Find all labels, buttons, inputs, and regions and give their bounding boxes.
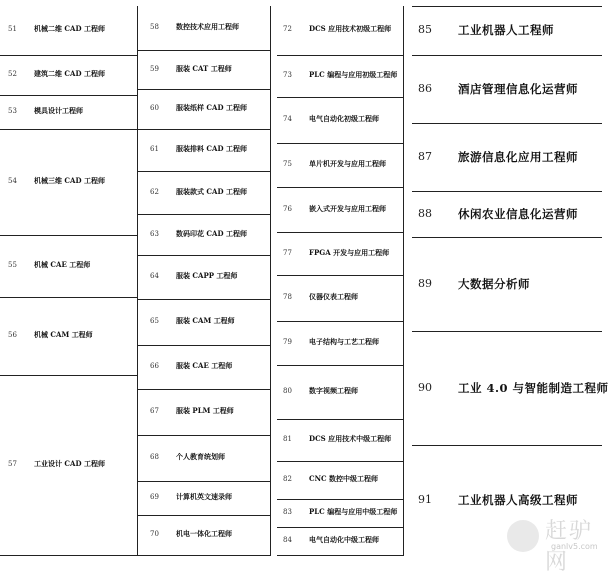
row-number: 74 [283,115,292,123]
job-title: 机电一体化工程师 [176,529,232,538]
row-number: 62 [150,187,159,196]
table-row [138,390,270,436]
table-row [277,528,403,556]
table-row [277,98,403,144]
table-row [0,236,137,298]
table-row [0,376,137,556]
job-title: 计算机英文速录师 [176,492,232,501]
row-divider [0,555,137,556]
table-row [277,188,403,233]
row-number: 67 [150,407,159,415]
row-number: 55 [8,261,17,269]
donkey-logo-icon [507,520,539,552]
table-row [0,298,137,376]
job-title: 数字视频工程师 [309,386,358,395]
table-row [0,56,137,96]
job-title: DCS 应用技术中级工程师 [309,434,392,443]
table-row [138,300,270,346]
table-row [138,215,270,256]
table-row [0,96,137,130]
job-title: 旅游信息化应用工程师 [458,150,578,164]
row-number: 51 [8,25,17,33]
row-number: 54 [8,177,17,185]
row-number: 59 [150,64,159,73]
row-number: 83 [283,508,292,516]
job-title: 服装 CAT 工程师 [176,63,232,73]
table-row [138,256,270,300]
row-number: 78 [283,293,292,301]
row-divider [412,6,602,7]
job-title: 单片机开发与应用工程师 [309,159,386,168]
job-title: PLC 编程与应用初级工程师 [309,70,398,79]
job-title: 工业机器人工程师 [458,23,554,37]
table-row [412,238,602,332]
table-row [412,332,609,446]
table-row [277,420,403,462]
row-number: 77 [283,248,292,257]
row-number: 82 [283,475,292,483]
row-number: 63 [150,229,159,238]
table-row [277,500,403,528]
table-row [138,172,270,215]
row-divider [277,555,403,556]
row-number: 86 [418,82,432,95]
job-title: 服装 CAPP 工程师 [176,271,238,280]
job-title: DCS 应用技术初级工程师 [309,24,392,33]
table-row [277,144,403,188]
job-title: 工业机器人高级工程师 [458,493,578,507]
column-1 [0,0,137,564]
table-row [277,233,403,276]
job-title: 模具设计工程师 [34,106,83,115]
row-number: 69 [150,493,159,501]
job-title: 服装纸样 CAD 工程师 [176,103,247,112]
row-number: 81 [283,435,292,443]
job-title: 建筑二维 CAD 工程师 [34,69,105,78]
row-number: 87 [418,150,432,163]
table-row [138,482,270,516]
row-number: 56 [8,331,17,339]
table-row [412,192,602,238]
row-number: 90 [418,381,432,394]
job-title: 服装 PLM 工程师 [176,406,234,415]
row-number: 91 [418,493,432,506]
watermark [505,514,605,575]
table-row [412,124,602,192]
column-divider [403,6,404,556]
row-divider [138,555,270,556]
job-title: 机械 CAM 工程师 [34,330,93,339]
table-row [412,6,602,56]
table-row [138,346,270,390]
column-3 [277,0,403,564]
job-title: 服装 CAE 工程师 [176,361,233,370]
job-title: 机械三维 CAD 工程师 [34,176,105,185]
table-row [138,51,270,90]
row-number: 68 [150,453,159,461]
table-row [0,6,137,56]
job-title: 数控技术应用工程师 [176,21,239,31]
table-row [277,366,403,420]
job-title: 数码印花 CAD 工程师 [176,228,247,238]
table-row [138,6,270,51]
job-title: 机械二维 CAD 工程师 [34,24,105,33]
job-title: 服装款式 CAD 工程师 [176,186,247,196]
job-title: 电子结构与工艺工程师 [309,337,379,346]
row-number: 57 [8,460,17,468]
watermark-text: 赶驴网 [545,519,594,575]
row-number: 60 [150,104,159,112]
job-title: 仪器仪表工程师 [309,292,358,301]
job-title: CNC 数控中级工程师 [309,474,378,483]
row-number: 73 [283,71,292,79]
row-number: 85 [418,23,432,36]
job-title: 休闲农业信息化运营师 [458,207,578,221]
table-row [138,516,270,556]
row-number: 52 [8,70,17,78]
row-number: 66 [150,362,159,370]
job-title: 服装 CAM 工程师 [176,316,235,325]
table-row [277,322,403,366]
row-number: 89 [418,277,432,290]
column-2 [138,0,270,564]
job-title: 个人教育统划师 [176,452,225,461]
table-row [138,436,270,482]
table-row [412,56,602,124]
row-number: 84 [283,536,292,544]
job-title: 服装排料 CAD 工程师 [176,144,247,153]
job-title: 电气自动化初级工程师 [309,114,379,123]
watermark-url: ganlv5.com [551,542,598,551]
job-title: FPGA 开发与应用工程师 [309,247,390,257]
row-number: 76 [283,204,292,213]
row-number: 64 [150,272,159,280]
job-title: 机械 CAE 工程师 [34,260,91,269]
table-row [277,6,403,56]
row-number: 79 [283,338,292,346]
table-row [277,276,403,322]
job-title: 电气自动化中级工程师 [309,535,379,544]
job-title: 工业设计 CAD 工程师 [34,459,105,468]
table-row [277,56,403,98]
row-number: 61 [150,145,159,153]
column-4 [412,0,609,564]
row-number: 53 [8,107,17,115]
column-divider [270,6,271,556]
job-title: 酒店管理信息化运营师 [458,82,578,96]
row-number: 58 [150,22,159,31]
job-title: 大数据分析师 [458,277,530,291]
row-number: 72 [283,25,292,33]
row-number: 65 [150,317,159,325]
job-title: PLC 编程与应用中级工程师 [309,507,398,516]
job-title: 工业 4.0 与智能制造工程师 [458,381,609,395]
row-number: 75 [283,160,292,168]
job-title: 嵌入式开发与应用工程师 [309,203,386,213]
row-number: 88 [418,207,432,220]
table-row [138,90,270,130]
row-number: 80 [283,387,292,395]
row-number: 70 [150,530,159,538]
table-row [138,130,270,172]
table-row [0,130,137,236]
table-row [277,462,403,500]
